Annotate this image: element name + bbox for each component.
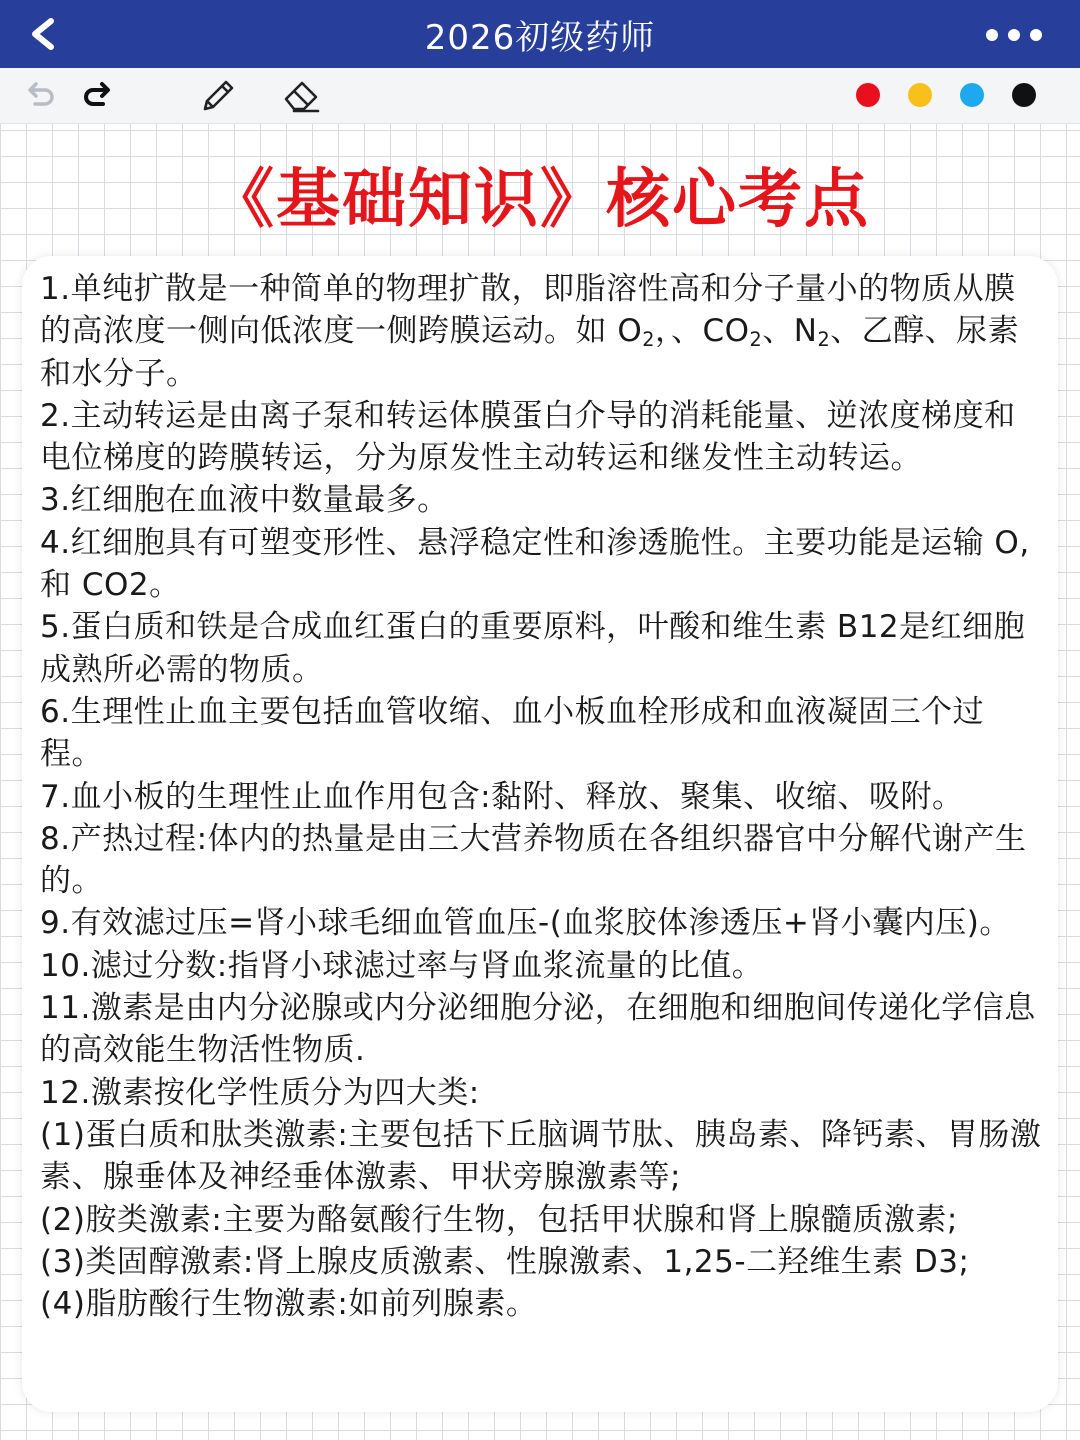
note-point-12-1: (1)蛋白质和肽类激素:主要包括下丘脑调节肽、胰岛素、降钙素、胃肠激素、腺垂体及神经垂体激素、甲状旁腺激素等; <box>40 1116 1042 1196</box>
more-dot-icon <box>986 29 998 41</box>
note-point-11: 11.激素是由内分泌腺或内分泌细胞分泌，在细胞和细胞间传递化学信息的高效能生物活性物质. <box>40 990 1036 1069</box>
note-point-2: 2.主动转运是由离子泵和转运体膜蛋白介导的消耗能量、逆浓度梯度和电位梯度的跨膜转运，分为原发性主动转运和继发性主动转运。 <box>40 397 1016 477</box>
redo-icon <box>81 81 115 111</box>
note-point-12-4: (4)脂肪酸行生物激素:如前列腺素。 <box>40 1286 538 1323</box>
note-point-12-3: (3)类固醇激素:肾上腺皮质激素、性腺激素、1,25-二羟维生素 D3; <box>40 1243 970 1280</box>
note-point-3: 3.红细胞在血液中数量最多。 <box>40 482 449 519</box>
note-point-4: 4.红细胞具有可塑变形性、悬浮稳定性和渗透脆性。主要功能是运输 O,和 CO2。 <box>40 524 1030 604</box>
back-button[interactable] <box>22 14 62 54</box>
window-title: 2026初级药师 <box>424 17 656 58</box>
note-point-12-2: (2)胺类激素:主要为酪氨酸行生物，包括甲状腺和肾上腺髓质激素; <box>40 1201 958 1238</box>
undo-icon <box>23 81 57 111</box>
note-point-1: 1.单纯扩散是一种简单的物理扩散，即脂溶性高和分子量小的物质从膜的高浓度一侧向低浓度一侧跨膜运动。如 $O_2$，、$CO_2$、$N_2$、乙醇、尿素和水分子。 <box>40 271 1020 392</box>
note-heading: 《基础知识》核心考点 <box>210 163 870 237</box>
color-swatch-yellow[interactable] <box>908 83 932 107</box>
note-point-10: 10.滤过分数:指肾小球滤过率与肾血浆流量的比值。 <box>40 947 764 984</box>
eraser-icon <box>282 77 322 115</box>
note-point-9: 9.有效滤过压=肾小球毛细血管血压-(血浆胶体渗透压+肾小囊内压)。 <box>40 905 1011 942</box>
more-options-button[interactable] <box>986 20 1042 50</box>
title-bar <box>0 0 1080 68</box>
note-point-8: 8.产热过程:体内的热量是由三大营养物质在各组织器官中分解代谢产生的。 <box>40 820 1027 900</box>
note-card <box>22 256 1058 1412</box>
note-point-5: 5.蛋白质和铁是合成血红蛋白的重要原料，叶酸和维生素 B12是红细胞成熟所必需的物质。 <box>40 609 1026 688</box>
pencil-button[interactable] <box>198 76 238 116</box>
color-swatch-black[interactable] <box>1012 83 1036 107</box>
note-point-12: 12.激素按化学性质分为四大类: <box>40 1074 480 1111</box>
color-swatch-blue[interactable] <box>960 83 984 107</box>
pencil-icon <box>199 77 237 115</box>
redo-button[interactable] <box>78 76 118 116</box>
more-dot-icon <box>1030 29 1042 41</box>
note-point-6: 6.生理性止血主要包括血管收缩、血小板血栓形成和血液凝固三个过程。 <box>40 693 985 773</box>
note-point-7: 7.血小板的生理性止血作用包含:黏附、释放、聚集、收缩、吸附。 <box>40 778 964 815</box>
more-dot-icon <box>1008 29 1020 41</box>
chevron-left-icon <box>27 17 57 51</box>
undo-button[interactable] <box>20 76 60 116</box>
color-swatch-red[interactable] <box>856 83 880 107</box>
eraser-button[interactable] <box>282 76 322 116</box>
